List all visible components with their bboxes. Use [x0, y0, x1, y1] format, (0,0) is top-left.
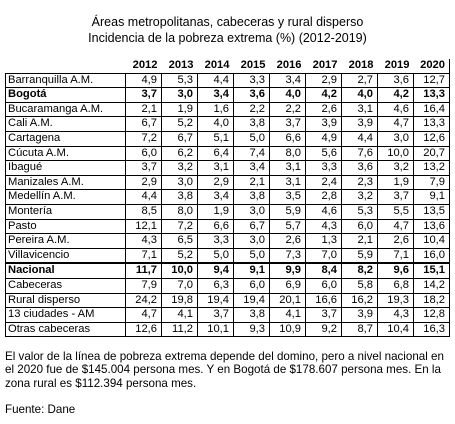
row-label: Cali A.M.	[6, 117, 126, 132]
row-label: Rural disperso	[6, 293, 126, 308]
value-cell: 7,0	[162, 278, 198, 293]
value-cell: 19,8	[162, 293, 198, 308]
value-cell: 5,3	[342, 204, 378, 219]
value-cell: 3,7	[270, 117, 306, 132]
table-row	[6, 308, 450, 323]
value-cell: 4,0	[342, 88, 378, 103]
value-cell: 5,6	[306, 146, 342, 161]
value-cell: 3,4	[198, 190, 234, 205]
value-cell: 3,8	[234, 308, 270, 323]
value-cell: 6,6	[198, 219, 234, 234]
value-cell: 3,2	[162, 161, 198, 176]
value-cell: 6,0	[234, 278, 270, 293]
value-cell: 3,6	[342, 161, 378, 176]
table-row	[6, 219, 450, 234]
value-cell: 2,2	[270, 102, 306, 117]
value-cell: 2,8	[306, 190, 342, 205]
value-cell: 20,7	[414, 146, 450, 161]
value-cell: 9,2	[306, 322, 342, 337]
value-cell: 7,2	[126, 131, 162, 146]
value-cell: 16,3	[414, 322, 450, 337]
value-cell: 6,8	[378, 278, 414, 293]
table-row	[6, 146, 450, 161]
value-cell: 2,4	[306, 175, 342, 190]
value-cell: 8,7	[342, 322, 378, 337]
value-cell: 9,4	[198, 263, 234, 278]
corner-cell	[6, 59, 126, 73]
value-cell: 3,9	[306, 117, 342, 132]
row-label: Pereira A.M.	[6, 234, 126, 249]
value-cell: 8,0	[270, 146, 306, 161]
row-label: Manizales A.M.	[6, 175, 126, 190]
value-cell: 7,3	[270, 248, 306, 263]
value-cell: 5,5	[378, 204, 414, 219]
value-cell: 4,3	[126, 234, 162, 249]
value-cell: 8,0	[162, 204, 198, 219]
value-cell: 10,1	[198, 322, 234, 337]
year-header: 2019	[378, 59, 414, 73]
value-cell: 5,9	[342, 248, 378, 263]
value-cell: 9,1	[414, 190, 450, 205]
value-cell: 3,0	[162, 88, 198, 103]
value-cell: 2,9	[306, 73, 342, 88]
value-cell: 4,2	[306, 88, 342, 103]
row-label: Cabeceras	[6, 278, 126, 293]
value-cell: 16,6	[306, 293, 342, 308]
row-label: Bucaramanga A.M.	[6, 102, 126, 117]
value-cell: 13,6	[414, 219, 450, 234]
value-cell: 6,7	[126, 117, 162, 132]
value-cell: 2,2	[234, 102, 270, 117]
value-cell: 3,3	[306, 161, 342, 176]
value-cell: 3,1	[342, 102, 378, 117]
value-cell: 8,5	[126, 204, 162, 219]
value-cell: 4,0	[270, 88, 306, 103]
value-cell: 4,1	[270, 308, 306, 323]
value-cell: 4,3	[306, 219, 342, 234]
value-cell: 12,6	[414, 131, 450, 146]
source-note: Fuente: Dane	[5, 403, 76, 416]
row-label: Cúcuta A.M.	[6, 146, 126, 161]
row-label: Ibagué	[6, 161, 126, 176]
value-cell: 4,4	[342, 131, 378, 146]
value-cell: 2,7	[342, 73, 378, 88]
value-cell: 19,4	[198, 293, 234, 308]
value-cell: 6,3	[198, 278, 234, 293]
value-cell: 3,0	[378, 131, 414, 146]
value-cell: 3,0	[234, 234, 270, 249]
row-label: Barranquilla A.M.	[6, 73, 126, 88]
value-cell: 3,7	[198, 308, 234, 323]
value-cell: 9,3	[234, 322, 270, 337]
value-cell: 6,0	[126, 146, 162, 161]
value-cell: 5,9	[270, 204, 306, 219]
value-cell: 4,6	[306, 204, 342, 219]
value-cell: 7,9	[126, 278, 162, 293]
value-cell: 9,9	[270, 263, 306, 278]
value-cell: 2,6	[306, 102, 342, 117]
value-cell: 4,7	[378, 219, 414, 234]
value-cell: 7,0	[306, 248, 342, 263]
year-header: 2020	[414, 59, 450, 73]
value-cell: 7,6	[342, 146, 378, 161]
value-cell: 1,3	[306, 234, 342, 249]
value-cell: 4,9	[306, 131, 342, 146]
value-cell: 7,2	[162, 219, 198, 234]
row-label: Montería	[6, 204, 126, 219]
table-row	[6, 204, 450, 219]
value-cell: 5,7	[270, 219, 306, 234]
value-cell: 1,9	[378, 175, 414, 190]
value-cell: 3,1	[270, 161, 306, 176]
table-body	[6, 73, 450, 337]
value-cell: 6,5	[162, 234, 198, 249]
value-cell: 3,4	[270, 73, 306, 88]
value-cell: 3,7	[378, 190, 414, 205]
value-cell: 3,7	[306, 308, 342, 323]
table-row	[6, 234, 450, 249]
table-row	[6, 131, 450, 146]
value-cell: 2,9	[198, 175, 234, 190]
value-cell: 12,7	[414, 73, 450, 88]
value-cell: 7,9	[414, 175, 450, 190]
value-cell: 3,7	[126, 88, 162, 103]
table-row	[6, 161, 450, 176]
value-cell: 10,4	[414, 234, 450, 249]
year-header: 2012	[126, 59, 162, 73]
value-cell: 19,3	[378, 293, 414, 308]
year-header: 2018	[342, 59, 378, 73]
value-cell: 16,2	[342, 293, 378, 308]
value-cell: 9,6	[378, 263, 414, 278]
table-row	[6, 278, 450, 293]
value-cell: 4,3	[378, 308, 414, 323]
value-cell: 3,9	[342, 308, 378, 323]
value-cell: 2,1	[342, 234, 378, 249]
value-cell: 9,1	[234, 263, 270, 278]
value-cell: 2,1	[234, 175, 270, 190]
value-cell: 6,6	[270, 131, 306, 146]
row-label: Bogotá	[6, 88, 126, 103]
value-cell: 13,2	[414, 161, 450, 176]
value-cell: 3,3	[198, 234, 234, 249]
table-row	[6, 102, 450, 117]
year-header: 2013	[162, 59, 198, 73]
year-header: 2015	[234, 59, 270, 73]
year-header: 2017	[306, 59, 342, 73]
value-cell: 3,7	[126, 161, 162, 176]
value-cell: 7,1	[378, 248, 414, 263]
table-row	[6, 88, 450, 103]
year-header: 2016	[270, 59, 306, 73]
value-cell: 2,6	[378, 234, 414, 249]
value-cell: 3,2	[342, 190, 378, 205]
footnote: El valor de la línea de pobreza extrema depende del domino, pero a nivel nacional en el 2020 fue de $145.004 persona mes. Y en Bogotá de $178.607 persona mes. En la zona rural es $112.394 persona mes.	[5, 350, 444, 390]
value-cell: 10,0	[162, 263, 198, 278]
value-cell: 5,3	[162, 73, 198, 88]
value-cell: 14,2	[414, 278, 450, 293]
value-cell: 3,2	[378, 161, 414, 176]
value-cell: 5,8	[342, 278, 378, 293]
value-cell: 3,8	[234, 190, 270, 205]
value-cell: 16,0	[414, 248, 450, 263]
table-row	[6, 175, 450, 190]
value-cell: 5,1	[198, 131, 234, 146]
value-cell: 3,1	[198, 161, 234, 176]
value-cell: 3,3	[234, 73, 270, 88]
value-cell: 19,4	[234, 293, 270, 308]
row-label: Villavicencio	[6, 248, 126, 263]
value-cell: 13,3	[414, 117, 450, 132]
value-cell: 2,9	[126, 175, 162, 190]
table-title: Áreas metropolitanas, cabeceras y rural disperso	[91, 15, 364, 29]
table-row	[6, 248, 450, 263]
value-cell: 4,1	[162, 308, 198, 323]
value-cell: 3,4	[234, 161, 270, 176]
value-cell: 7,4	[234, 146, 270, 161]
table-row	[6, 117, 450, 132]
value-cell: 4,4	[126, 190, 162, 205]
table-row	[6, 293, 450, 308]
value-cell: 24,2	[126, 293, 162, 308]
value-cell: 11,7	[126, 263, 162, 278]
value-cell: 13,5	[414, 204, 450, 219]
value-cell: 5,0	[198, 248, 234, 263]
value-cell: 4,9	[126, 73, 162, 88]
value-cell: 6,9	[270, 278, 306, 293]
value-cell: 3,0	[234, 204, 270, 219]
year-header: 2014	[198, 59, 234, 73]
value-cell: 1,9	[198, 204, 234, 219]
value-cell: 6,7	[162, 131, 198, 146]
value-cell: 2,6	[270, 234, 306, 249]
value-cell: 3,6	[234, 88, 270, 103]
value-cell: 3,4	[198, 88, 234, 103]
value-cell: 10,4	[378, 322, 414, 337]
value-cell: 20,1	[270, 293, 306, 308]
value-cell: 3,5	[270, 190, 306, 205]
row-label: Pasto	[6, 219, 126, 234]
value-cell: 4,6	[378, 102, 414, 117]
value-cell: 3,0	[162, 175, 198, 190]
value-cell: 3,6	[378, 73, 414, 88]
value-cell: 5,2	[162, 248, 198, 263]
row-label: Cartagena	[6, 131, 126, 146]
value-cell: 5,0	[234, 131, 270, 146]
row-label: Nacional	[6, 263, 126, 278]
value-cell: 6,4	[198, 146, 234, 161]
row-label: 13 ciudades - AM	[6, 308, 126, 323]
header-row	[6, 59, 450, 73]
value-cell: 8,2	[342, 263, 378, 278]
table-row	[6, 190, 450, 205]
value-cell: 6,7	[234, 219, 270, 234]
value-cell: 1,6	[198, 102, 234, 117]
value-cell: 2,1	[126, 102, 162, 117]
value-cell: 6,2	[162, 146, 198, 161]
value-cell: 10,0	[378, 146, 414, 161]
value-cell: 13,3	[414, 88, 450, 103]
row-label: Otras cabeceras	[6, 322, 126, 337]
table-row	[6, 263, 450, 278]
table-row	[6, 322, 450, 337]
value-cell: 4,2	[378, 88, 414, 103]
value-cell: 5,0	[234, 248, 270, 263]
row-label: Medellín A.M.	[6, 190, 126, 205]
poverty-table	[5, 59, 450, 337]
table-subtitle: Incidencia de la pobreza extrema (%) (2012-2019)	[88, 31, 367, 45]
table-row	[6, 73, 450, 88]
value-cell: 3,9	[342, 117, 378, 132]
value-cell: 4,0	[198, 117, 234, 132]
value-cell: 4,4	[198, 73, 234, 88]
value-cell: 7,1	[126, 248, 162, 263]
value-cell: 3,1	[270, 175, 306, 190]
value-cell: 3,8	[162, 190, 198, 205]
value-cell: 15,1	[414, 263, 450, 278]
value-cell: 18,2	[414, 293, 450, 308]
value-cell: 16,4	[414, 102, 450, 117]
value-cell: 10,9	[270, 322, 306, 337]
value-cell: 6,0	[306, 278, 342, 293]
value-cell: 1,9	[162, 102, 198, 117]
value-cell: 12,1	[126, 219, 162, 234]
value-cell: 2,3	[342, 175, 378, 190]
value-cell: 4,7	[378, 117, 414, 132]
value-cell: 8,4	[306, 263, 342, 278]
value-cell: 12,8	[414, 308, 450, 323]
value-cell: 4,7	[126, 308, 162, 323]
value-cell: 6,0	[342, 219, 378, 234]
value-cell: 3,8	[234, 117, 270, 132]
value-cell: 11,2	[162, 322, 198, 337]
value-cell: 12,6	[126, 322, 162, 337]
value-cell: 5,2	[162, 117, 198, 132]
